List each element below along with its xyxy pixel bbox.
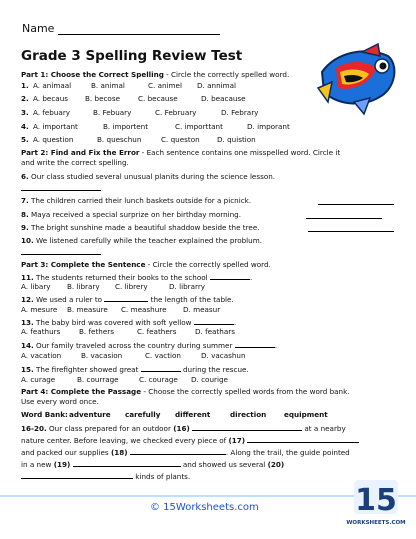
sentence-text: The students returned their books to the school (36, 273, 208, 282)
question-number: 7. (21, 196, 29, 205)
blank-line[interactable] (141, 364, 181, 372)
question-number: 16-20. (21, 424, 47, 433)
logo-number: 15 (355, 483, 397, 518)
option-a[interactable]: A. feathurs (21, 327, 61, 336)
sentence-text[interactable]: The children carried their lunch baskets outside for a picnick. (31, 196, 252, 205)
part4-heading-line (21, 387, 393, 397)
word-bank (21, 410, 393, 420)
passage-text: and packed our supplies (21, 448, 109, 457)
question-12 (21, 294, 361, 305)
footer-copyright[interactable]: © 15Worksheets.com (150, 502, 259, 513)
name-label: Name (22, 22, 55, 35)
question-number: 15. (21, 365, 34, 374)
option-d[interactable]: D. vacashun (201, 351, 246, 360)
question-number: 4. (21, 122, 29, 131)
blank-number-19: (19) (53, 460, 71, 469)
part2-heading-line (21, 148, 393, 158)
option-a[interactable]: A. animaal (33, 81, 72, 90)
part3-heading: Part 3: Complete the Sentence (21, 260, 146, 269)
part2-instruction-2: and write the correct spelling. (21, 158, 129, 167)
passage-text: in a new (21, 460, 52, 469)
name-blank-line[interactable] (58, 34, 220, 35)
blank-line-19[interactable] (73, 459, 181, 467)
part2-heading: Part 2: Find and Fix the Error (21, 148, 140, 157)
option-d[interactable]: D. librarry (169, 282, 206, 291)
option-c[interactable]: C. queston (161, 135, 200, 144)
part3-heading-line (21, 260, 361, 270)
page-title: Grade 3 Spelling Review Test (21, 48, 243, 64)
answer-line-9[interactable] (308, 231, 394, 232)
passage-text: . Along the trail, the guide pointed (225, 448, 350, 457)
blank-number-17: (17) (228, 436, 246, 445)
blank-line[interactable] (194, 317, 237, 327)
logo-15-icon (346, 478, 406, 530)
option-b[interactable]: B. courrage (77, 375, 119, 384)
question-number: 3. (21, 108, 29, 117)
option-d[interactable]: D. courige (191, 375, 228, 384)
part1-heading: Part 1: Choose the Correct Spelling (21, 70, 164, 79)
option-b[interactable]: B. measure (67, 305, 108, 314)
sentence-text: We used a ruler to (36, 295, 103, 304)
option-a[interactable]: A. becaus (33, 94, 69, 103)
option-d[interactable]: D. measur (183, 305, 221, 314)
question-number: 8. (21, 210, 29, 219)
option-a[interactable]: A. vacation (21, 351, 62, 360)
option-d[interactable]: D. beacause (201, 94, 246, 103)
question-number: 14. (21, 341, 34, 350)
question-number: 2. (21, 94, 29, 103)
option-d[interactable]: D. annimal (197, 81, 237, 90)
question-5 (21, 135, 361, 145)
option-c[interactable]: C. importtant (175, 122, 223, 131)
sentence-10 (21, 236, 393, 246)
word-bank-item: equipment (284, 410, 328, 419)
question-3 (21, 108, 361, 118)
blank-line-17[interactable] (247, 435, 359, 443)
blank-line-18[interactable] (130, 447, 226, 455)
question-4 (21, 122, 361, 132)
option-b[interactable]: B. Febuary (93, 108, 132, 117)
option-d[interactable]: D. quistion (217, 135, 256, 144)
part4-instruction: - Choose the correctly spelled words from the word bank. (141, 387, 350, 396)
sentence-text-after: . (274, 341, 277, 350)
option-c[interactable]: C. animel (148, 81, 182, 90)
sentence-text[interactable]: Our class studied several unusual planits during the science lesson. (31, 172, 276, 181)
option-c[interactable]: C. courage (139, 375, 178, 384)
passage-line-1 (21, 423, 393, 434)
sentence-text[interactable]: Maya received a special surprize on her birthday morning. (31, 210, 242, 219)
option-a[interactable]: A. important (33, 122, 78, 131)
part1-heading-line (21, 70, 361, 80)
answer-line-6[interactable] (21, 190, 101, 191)
blank-line[interactable] (104, 294, 148, 302)
sentence-text-after: during the rescue. (183, 365, 249, 374)
worksheets-logo (346, 478, 406, 530)
question-number: 9. (21, 223, 29, 232)
part2-instruction: - Each sentence contains one misspelled word. Circle it (139, 148, 341, 157)
answer-line-8[interactable] (306, 218, 382, 219)
blank-line-20[interactable] (21, 471, 133, 479)
sentence-text[interactable]: We listened carefully while the teacher explained the problum. (36, 236, 263, 245)
option-a[interactable]: A. febuary (33, 108, 71, 117)
sentence-text-after: . (249, 273, 253, 282)
option-c[interactable]: C. vaction (145, 351, 181, 360)
option-c[interactable]: C. because (138, 94, 178, 103)
option-c[interactable]: C. feathers (137, 327, 177, 336)
passage-line-3 (21, 447, 393, 458)
word-bank-item: different (175, 410, 211, 419)
option-b[interactable]: B. animal (91, 81, 125, 90)
option-c[interactable]: C. meashure (121, 305, 167, 314)
question-number: 5. (21, 135, 29, 144)
logo-text: WORKSHEETS.COM (346, 520, 406, 526)
part4-instruction-2: Use every word once. (21, 397, 99, 406)
answer-line-10[interactable] (21, 254, 101, 255)
sentence-text: Our family traveled across the country during summer (36, 341, 233, 350)
sentence-text-after: . (233, 318, 237, 327)
sentence-text-after: the length of the table. (150, 295, 234, 304)
part4-heading: Part 4: Complete the Passage (21, 387, 142, 396)
option-d[interactable]: D. imporant (247, 122, 290, 131)
blank-number-16: (16) (173, 424, 190, 433)
word-bank-item: direction (230, 410, 267, 419)
word-bank-label: Word Bank: (21, 410, 68, 419)
option-a[interactable]: A. libary (21, 282, 51, 291)
sentence-text: The firefighter showed great (36, 365, 139, 374)
passage-text: kinds of plants. (135, 472, 191, 481)
sentence-6 (21, 172, 393, 182)
question-15 (21, 364, 361, 375)
passage-text: and showed us several (182, 460, 266, 469)
fish-illustration (314, 42, 400, 118)
question-number: 11. (21, 273, 34, 282)
sentence-text[interactable]: The bright sunshine made a beautiful shaddow beside the tree. (31, 223, 260, 232)
option-b[interactable]: B. becose (85, 94, 121, 103)
option-b[interactable]: B. importent (103, 122, 149, 131)
word-bank-item: adventure (69, 410, 111, 419)
question-number: 10. (21, 236, 34, 245)
option-a[interactable]: A. mesure (21, 305, 58, 314)
part1-instruction: - Circle the correctly spelled word. (163, 70, 290, 79)
sentence-text: The baby bird was covered with soft yellow (36, 318, 192, 327)
option-b[interactable]: B. library (67, 282, 100, 291)
option-b[interactable]: B. fethers (79, 327, 114, 336)
question-number: 1. (21, 81, 29, 90)
blank-number-18: (18) (110, 448, 128, 457)
option-b[interactable]: B. vacasion (81, 351, 123, 360)
blank-line[interactable] (235, 340, 275, 348)
question-14 (21, 340, 361, 351)
answer-line-7[interactable] (318, 204, 394, 205)
option-c[interactable]: C. February (155, 108, 197, 117)
passage-text: nature center. Before leaving, we checked every piece of (21, 436, 227, 445)
question-1 (21, 81, 361, 91)
word-bank-item: carefully (125, 410, 161, 419)
passage-text: Our class prepared for an outdoor (49, 424, 171, 433)
passage-line-2 (21, 435, 393, 446)
blank-line-16[interactable] (192, 423, 302, 431)
option-b[interactable]: B. queschun (97, 135, 142, 144)
passage-line-5 (21, 471, 393, 482)
question-2 (21, 94, 361, 104)
option-a[interactable]: A. curage (21, 375, 56, 384)
passage-text: at a nearby (304, 424, 346, 433)
question-number: 13. (21, 318, 34, 327)
option-d[interactable]: D. feathars (195, 327, 235, 336)
passage-line-4 (21, 459, 393, 470)
part3-instruction: - Circle the correctly spelled word. (145, 260, 271, 269)
question-13 (21, 317, 361, 328)
question-number: 6. (21, 172, 29, 181)
option-a[interactable]: A. question (33, 135, 74, 144)
question-number: 12. (21, 295, 34, 304)
blank-number-20: (20) (267, 460, 285, 469)
option-c[interactable]: C. librery (115, 282, 148, 291)
option-d[interactable]: D. Febrary (221, 108, 259, 117)
blank-line[interactable] (210, 272, 253, 282)
